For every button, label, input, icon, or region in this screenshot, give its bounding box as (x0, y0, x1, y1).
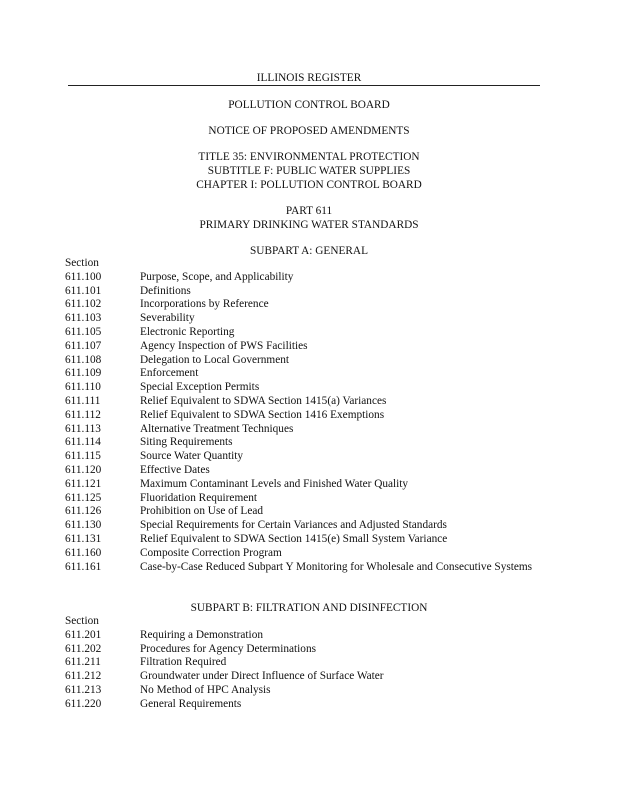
section-title: Case-by-Case Reduced Subpart Y Monitoring for Wholesale and Consecutive Systems (140, 560, 533, 573)
section-number: 611.212 (65, 670, 102, 683)
section-row (65, 326, 565, 340)
section-row (65, 561, 565, 575)
notice-title: NOTICE OF PROPOSED AMENDMENTS (208, 125, 410, 137)
section-title: Purpose, Scope, and Applicability (140, 270, 294, 283)
section-title: Requiring a Demonstration (140, 628, 263, 641)
section-number: 611.100 (65, 270, 102, 283)
section-number: 611.120 (65, 463, 102, 476)
section-row (65, 367, 565, 381)
section-number: 611.130 (65, 519, 102, 532)
section-number: 611.109 (65, 367, 102, 380)
section-title: Relief Equivalent to SDWA Section 1415(e) Small System Variance (140, 532, 448, 545)
section-row (65, 312, 565, 326)
section-row (65, 505, 565, 519)
section-row (65, 436, 565, 450)
section-row (65, 285, 565, 299)
subpart-a-heading: SUBPART A: GENERAL (250, 245, 368, 257)
subtitle-line: SUBTITLE F: PUBLIC WATER SUPPLIES (207, 165, 411, 177)
section-row (65, 340, 565, 354)
section-label: Section (65, 615, 99, 627)
section-title: Prohibition on Use of Lead (140, 505, 263, 518)
section-row (65, 450, 565, 464)
section-row (65, 629, 565, 643)
section-number: 611.213 (65, 683, 102, 696)
section-number: 611.107 (65, 339, 102, 352)
section-title: Severability (140, 312, 195, 325)
section-title: Groundwater under Direct Influence of Surface Water (140, 670, 384, 683)
agency-name: POLLUTION CONTROL BOARD (228, 99, 390, 111)
section-number: 611.125 (65, 491, 102, 504)
section-number: 611.101 (65, 284, 102, 297)
section-row (65, 354, 565, 368)
section-row (65, 698, 565, 712)
section-row (65, 656, 565, 670)
section-title: Enforcement (140, 367, 199, 380)
section-row (65, 643, 565, 657)
part-name: PRIMARY DRINKING WATER STANDARDS (199, 219, 419, 231)
section-number: 611.105 (65, 325, 102, 338)
section-title: Alternative Treatment Techniques (140, 422, 294, 435)
section-row (65, 547, 565, 561)
section-number: 611.211 (65, 656, 101, 669)
section-title: Definitions (140, 284, 191, 297)
section-number: 611.103 (65, 312, 102, 325)
section-title: Delegation to Local Government (140, 353, 290, 366)
section-number: 611.161 (65, 560, 102, 573)
subpart-b-section-list (65, 615, 565, 712)
section-number: 611.220 (65, 697, 102, 710)
section-number: 611.126 (65, 505, 102, 518)
section-number: 611.121 (65, 477, 102, 490)
section-title: Source Water Quantity (140, 450, 244, 463)
section-number: 611.115 (65, 450, 101, 463)
section-row (65, 464, 565, 478)
section-title: Effective Dates (140, 463, 210, 476)
section-number: 611.112 (65, 408, 101, 421)
section-row (65, 409, 565, 423)
section-number: 611.201 (65, 628, 102, 641)
section-row (65, 478, 565, 492)
section-title: Procedures for Agency Determinations (140, 642, 316, 655)
section-number: 611.102 (65, 298, 102, 311)
section-row (65, 670, 565, 684)
section-number: 611.114 (65, 436, 101, 449)
section-number: 611.110 (65, 381, 101, 394)
register-header: ILLINOIS REGISTER (256, 72, 362, 84)
section-title: Relief Equivalent to SDWA Section 1415(a) Variances (140, 394, 387, 407)
section-label: Section (65, 257, 99, 269)
section-number: 611.113 (65, 422, 101, 435)
section-number: 611.160 (65, 546, 102, 559)
section-title: Relief Equivalent to SDWA Section 1416 Exemptions (140, 408, 385, 421)
header-rule (68, 85, 540, 86)
subpart-b-heading: SUBPART B: FILTRATION AND DISINFECTION (190, 602, 428, 614)
chapter-line: CHAPTER I: POLLUTION CONTROL BOARD (196, 179, 422, 191)
section-title: Electronic Reporting (140, 325, 235, 338)
section-title: Special Requirements for Certain Variances and Adjusted Standards (140, 519, 447, 532)
section-title: General Requirements (140, 697, 242, 710)
section-row (65, 423, 565, 437)
section-title: Composite Correction Program (140, 546, 282, 559)
section-row (65, 519, 565, 533)
section-row (65, 395, 565, 409)
section-row (65, 684, 565, 698)
section-number: 611.131 (65, 532, 102, 545)
section-title: Special Exception Permits (140, 381, 260, 394)
section-number: 611.111 (65, 394, 101, 407)
section-row (65, 492, 565, 506)
section-title: Maximum Contaminant Levels and Finished Water Quality (140, 477, 409, 490)
subpart-a-section-list (65, 257, 565, 574)
section-number: 611.108 (65, 353, 102, 366)
section-row (65, 381, 565, 395)
section-title: Filtration Required (140, 656, 227, 669)
section-title: Agency Inspection of PWS Facilities (140, 339, 308, 352)
section-title: No Method of HPC Analysis (140, 683, 271, 696)
section-number: 611.202 (65, 642, 102, 655)
section-title: Siting Requirements (140, 436, 233, 449)
section-title: Fluoridation Requirement (140, 491, 258, 504)
title-line: TITLE 35: ENVIRONMENTAL PROTECTION (198, 151, 420, 163)
section-row (65, 298, 565, 312)
part-number: PART 611 (285, 205, 333, 217)
section-row (65, 271, 565, 285)
section-row (65, 533, 565, 547)
section-title: Incorporations by Reference (140, 298, 269, 311)
